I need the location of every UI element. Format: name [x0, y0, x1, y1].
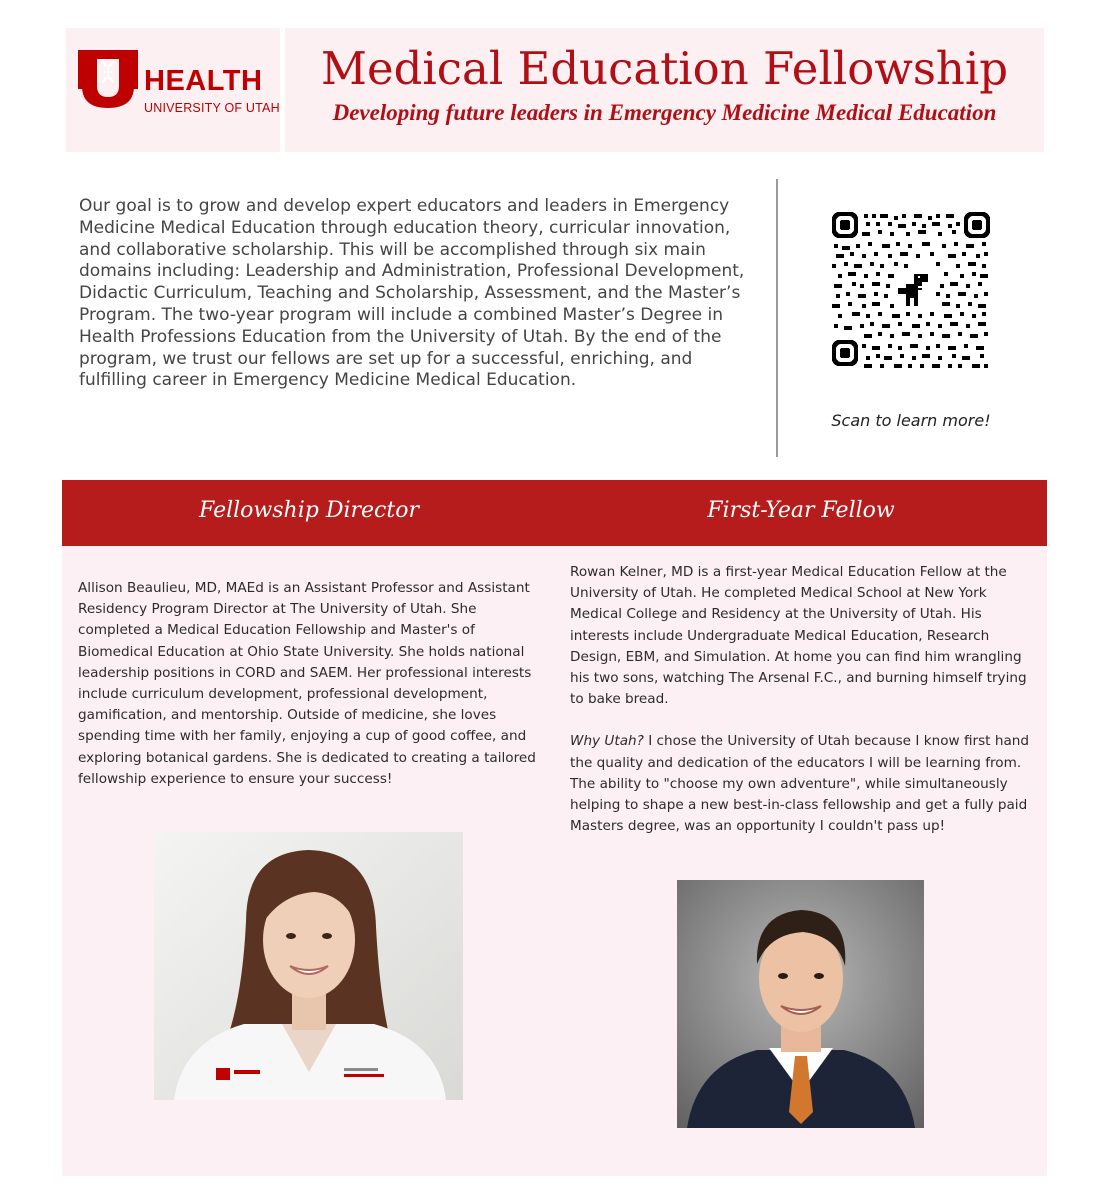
- fellow-photo: [677, 880, 924, 1128]
- why-utah-paragraph: [570, 731, 1030, 837]
- director-photo: [154, 832, 463, 1100]
- fellow-bio-text: Rowan Kelner, MD is a first-year Medical Education Fellow at the University of Utah. He completed Medical School at New York Medical College and Residency at the University of Utah. His interests include Undergraduate Medical Education, Research Design, EBM, and Simulation. At home you can find him wrangling his two sons, watching The Arsenal F.C., and burning himself trying to bake bread.: [570, 564, 1027, 708]
- block-u-icon: [78, 50, 138, 108]
- fellow-bio: [570, 562, 1030, 837]
- page-title: Medical Education Fellowship: [320, 42, 1009, 95]
- university-of-utah-health-logo: [78, 50, 280, 130]
- program-description: Our goal is to grow and develop expert educators and leaders in Emergency Medicine Medical Education through education theory, curricular innovation, and collaborative scholarship. This will be accomplished through six main domains including: Leadership and Administration, Professional Development, Didactic Curriculum, Teaching and Scholarship, Assessment, and the Master’s Program. The two-year program will include a combined Master’s Degree in Health Professions Education from the University of Utah. By the end of the program, we trust our fellows are set up for a successful, enriching, and fulfilling career in Emergency Medicine Medical Education.: [79, 196, 745, 391]
- why-utah-label: Why Utah?: [570, 733, 644, 750]
- profiles-panel: [62, 546, 1047, 1176]
- page-subtitle: Developing future leaders in Emergency Medicine Medical Education: [332, 100, 997, 125]
- director-bio: [78, 578, 540, 790]
- qr-caption: Scan to learn more!: [831, 411, 991, 430]
- logo-wordmark: HEALTH: [144, 65, 263, 97]
- logo-subline: UNIVERSITY OF UTAH: [144, 101, 280, 115]
- logo-panel: [66, 28, 280, 152]
- section-header-band: [62, 480, 1047, 546]
- why-utah-text: I chose the University of Utah because I know first hand the quality and dedication of the educators I will be learning from. The ability to "choose my own adventure", while simultaneously helping to shape a new best-in-class fellowship and get a fully paid Masters degree, was an opportunity I couldn't pass up!: [570, 733, 1030, 835]
- fellow-heading: First-Year Fellow: [707, 498, 895, 523]
- vertical-divider: [776, 179, 778, 457]
- title-banner: [285, 28, 1044, 152]
- qr-code-icon[interactable]: [832, 212, 990, 370]
- director-heading: Fellowship Director: [199, 498, 419, 523]
- dinosaur-icon: [894, 272, 934, 312]
- director-bio-text: Allison Beaulieu, MD, MAEd is an Assistant Professor and Assistant Residency Program Director at The University of Utah. She completed a Medical Education Fellowship and Master's of Biomedical Education at Ohio State University. She holds national leadership positions in CORD and SAEM. Her professional interests include curriculum development, professional development, gamification, and mentorship. Outside of medicine, she loves spending time with her family, enjoying a cup of good coffee, and exploring botanical gardens. She is dedicated to creating a tailored fellowship experience to ensure your success!: [78, 580, 536, 787]
